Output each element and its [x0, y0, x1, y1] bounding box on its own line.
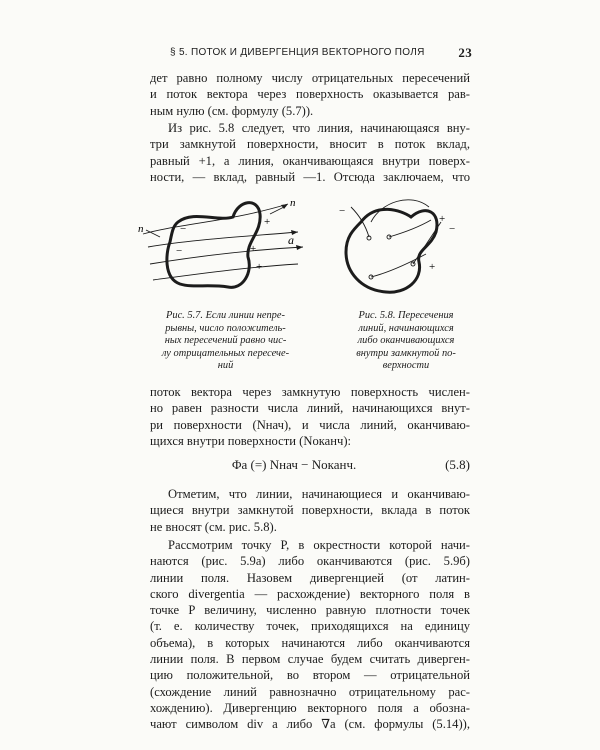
- paragraph-5: [150, 537, 470, 733]
- sign: −: [339, 205, 346, 217]
- text-line: три замкнутой поверхности, вносит в поток вклад,: [150, 137, 470, 152]
- paragraph-3: [150, 384, 470, 449]
- arrowhead: [296, 245, 303, 250]
- formula-expression: Φa (=) Nнач − Nоканч.: [232, 457, 357, 472]
- text-line: линии поля. Назовем дивергенцией (от латин-: [150, 570, 470, 585]
- text-line: щиеся внутри замкнутой поверхности, вклада в поток: [150, 503, 470, 518]
- text-line: линии поля. В первом случае будем считать диверген-: [150, 652, 470, 667]
- caption-line: лу отрицательных пересече-: [161, 347, 290, 359]
- text-line: Из рис. 5.8 следует, что линия, начинающаяся вну-: [168, 121, 470, 135]
- sign: +: [264, 216, 271, 228]
- field-line: [150, 247, 303, 264]
- field-line: [413, 222, 441, 264]
- caption-line: линий, начинающихся: [358, 322, 454, 334]
- sign: +: [429, 261, 436, 273]
- paragraph-2: [150, 120, 470, 185]
- sign: +: [250, 243, 257, 255]
- sign: −: [449, 223, 456, 235]
- text-line: Рассмотрим точку P, в окрестности которой начи-: [168, 538, 470, 552]
- field-line: [389, 220, 431, 237]
- caption-line: рывны, число положитель-: [165, 322, 286, 334]
- sign: −: [180, 223, 187, 235]
- closed-surface-outline: [346, 209, 437, 292]
- text-line: чают символом div a либо ∇a (см. формулы (5.14)),: [150, 717, 470, 732]
- text-line: ского divergentia — расхождение) векторного поля в: [150, 586, 470, 601]
- text-line: наются (рис. 5.9а) либо оканчиваются (рис. 5.9б): [150, 554, 470, 569]
- figures-row: [138, 192, 483, 372]
- section-title: § 5. ПОТОК И ДИВЕРГЕНЦИЯ ВЕКТОРНОГО ПОЛЯ: [170, 47, 425, 58]
- formula-5-8: [150, 457, 470, 475]
- normal-label: n: [290, 197, 296, 209]
- caption-line: верхности: [382, 360, 430, 371]
- text-line: не вносят (см. рис. 5.8).: [150, 519, 277, 534]
- paragraph-4: [150, 486, 470, 535]
- text-line: точке P величину, численно равную плотности точек: [150, 603, 470, 618]
- text-line: ным нулю (см. формулу (5.7)).: [150, 103, 314, 118]
- text-line: равный +1, а линия, оканчивающаяся внутри поверх-: [150, 153, 470, 168]
- text-line: цию положительной, во втором — отрицательной: [150, 668, 470, 683]
- text-line: дет равно полному числу отрицательных пересечений: [150, 71, 470, 85]
- figure-5-8-caption: [331, 310, 481, 373]
- sign: +: [439, 213, 446, 225]
- normal-label: n: [138, 223, 144, 235]
- text-line: объема), в которых начинаются либо оканчиваются: [150, 635, 470, 650]
- text-line: ри поверхности (Nнач), и числа линий, оканчиваю-: [150, 417, 470, 432]
- text-line: щихся внутри поверхности (Nоканч):: [150, 433, 352, 448]
- figure-5-8: [331, 192, 481, 307]
- text-line: но равен разности числа линий, начинающихся внут-: [150, 401, 470, 416]
- equation-number: (5.8): [445, 457, 470, 472]
- text-line: поток вектора через замкнутую поверхность числен-: [150, 385, 470, 399]
- caption-line: внутри замкнутой по-: [356, 347, 456, 359]
- caption-line: либо оканчивающихся: [357, 335, 455, 346]
- text-line: Отметим, что линии, начинающиеся и оканчиваю-: [168, 487, 470, 501]
- text-line: (т. е. количеству точек, приходящихся на единицу: [150, 619, 470, 634]
- sign: +: [256, 261, 263, 273]
- caption-line: Рис. 5.8. Пересечения: [358, 310, 454, 321]
- caption-line: Рис. 5.7. Если линии непре-: [166, 310, 285, 321]
- field-label: a: [288, 233, 294, 247]
- text-line: и поток вектора через поверхность оказывается рав-: [150, 87, 470, 102]
- caption-line: ний: [217, 360, 234, 371]
- text-line: (схождение линий равнозначно отрицательному рас-: [150, 684, 470, 699]
- page-number: 23: [458, 45, 472, 60]
- figure-5-7-caption: [138, 310, 313, 373]
- field-line: [153, 264, 298, 280]
- paragraph-1: [150, 70, 470, 119]
- text-line: ности, — вклад, равный —1. Отсюда заключаем, что: [150, 169, 470, 184]
- sign: −: [176, 245, 183, 257]
- text-line: хождению). Дивергенцию векторного поля a обозна-: [150, 700, 470, 715]
- figure-5-7: [138, 192, 313, 307]
- caption-line: ных пересечений равно чис-: [164, 335, 287, 346]
